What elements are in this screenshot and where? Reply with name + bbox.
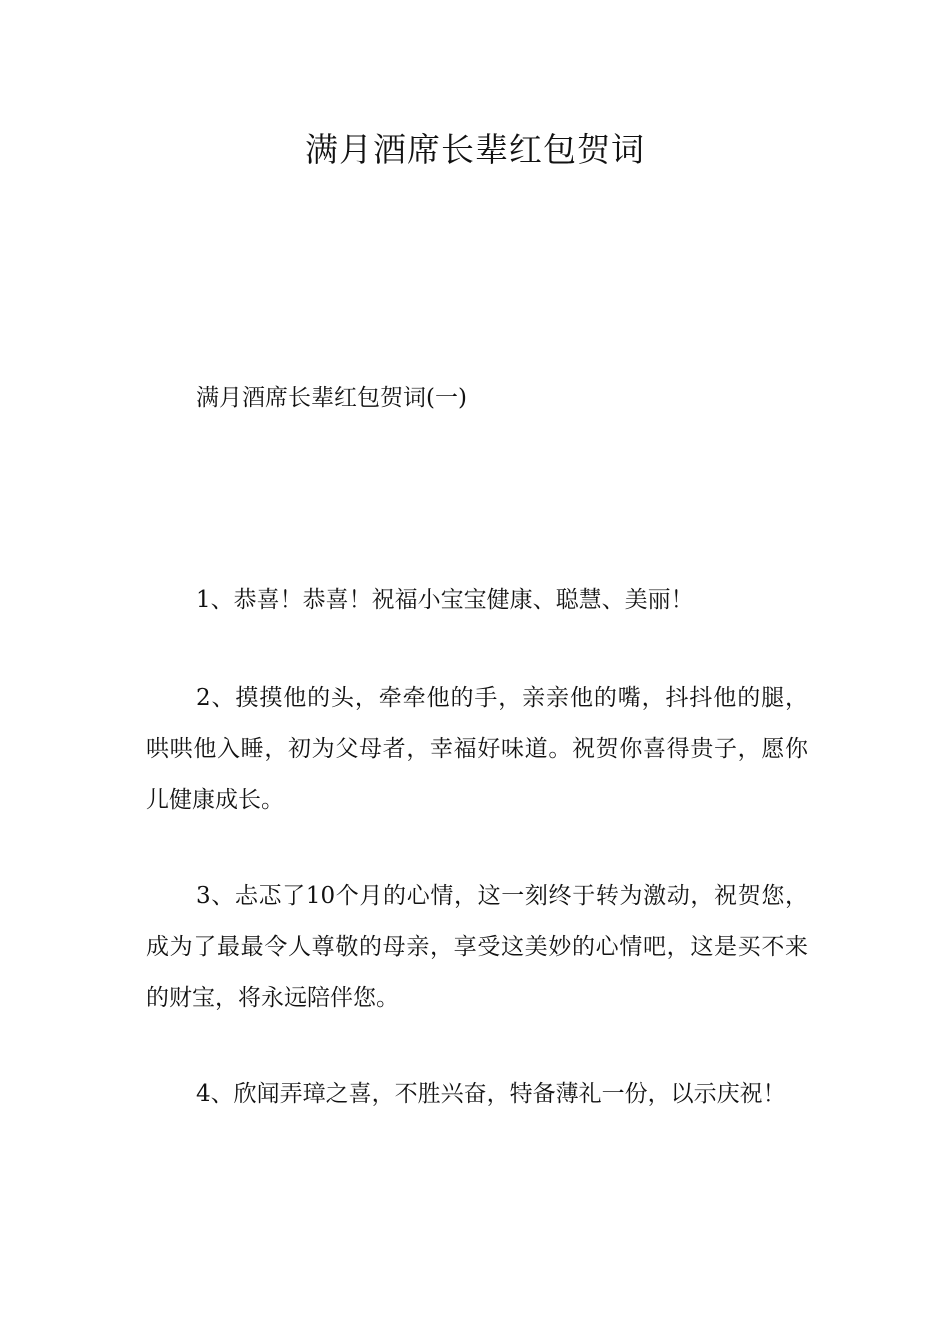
document-title: 满月酒席长辈红包贺词 (305, 130, 645, 169)
paragraph-1: 1、恭喜！恭喜！祝福小宝宝健康、聪慧、美丽！ (196, 587, 694, 613)
paragraph-4: 4、欣闻弄璋之喜，不胜兴奋，特备薄礼一份，以示庆祝！ (196, 1081, 786, 1107)
paragraph-3: 3、忐忑了10个月的心情，这一刻终于转为激动，祝贺您，成为了最最令人尊敬的母亲，享受这美妙的心情吧，这是买不来的财宝，将永远陪伴您。 (146, 883, 808, 1011)
paragraph-2: 2、摸摸他的头，牵牵他的手，亲亲他的嘴，抖抖他的腿，哄哄他入睡，初为父母者，幸福好味道。祝贺你喜得贵子，愿你儿健康成长。 (146, 685, 808, 813)
section-title: 满月酒席长辈红包贺词(一) (196, 385, 467, 411)
